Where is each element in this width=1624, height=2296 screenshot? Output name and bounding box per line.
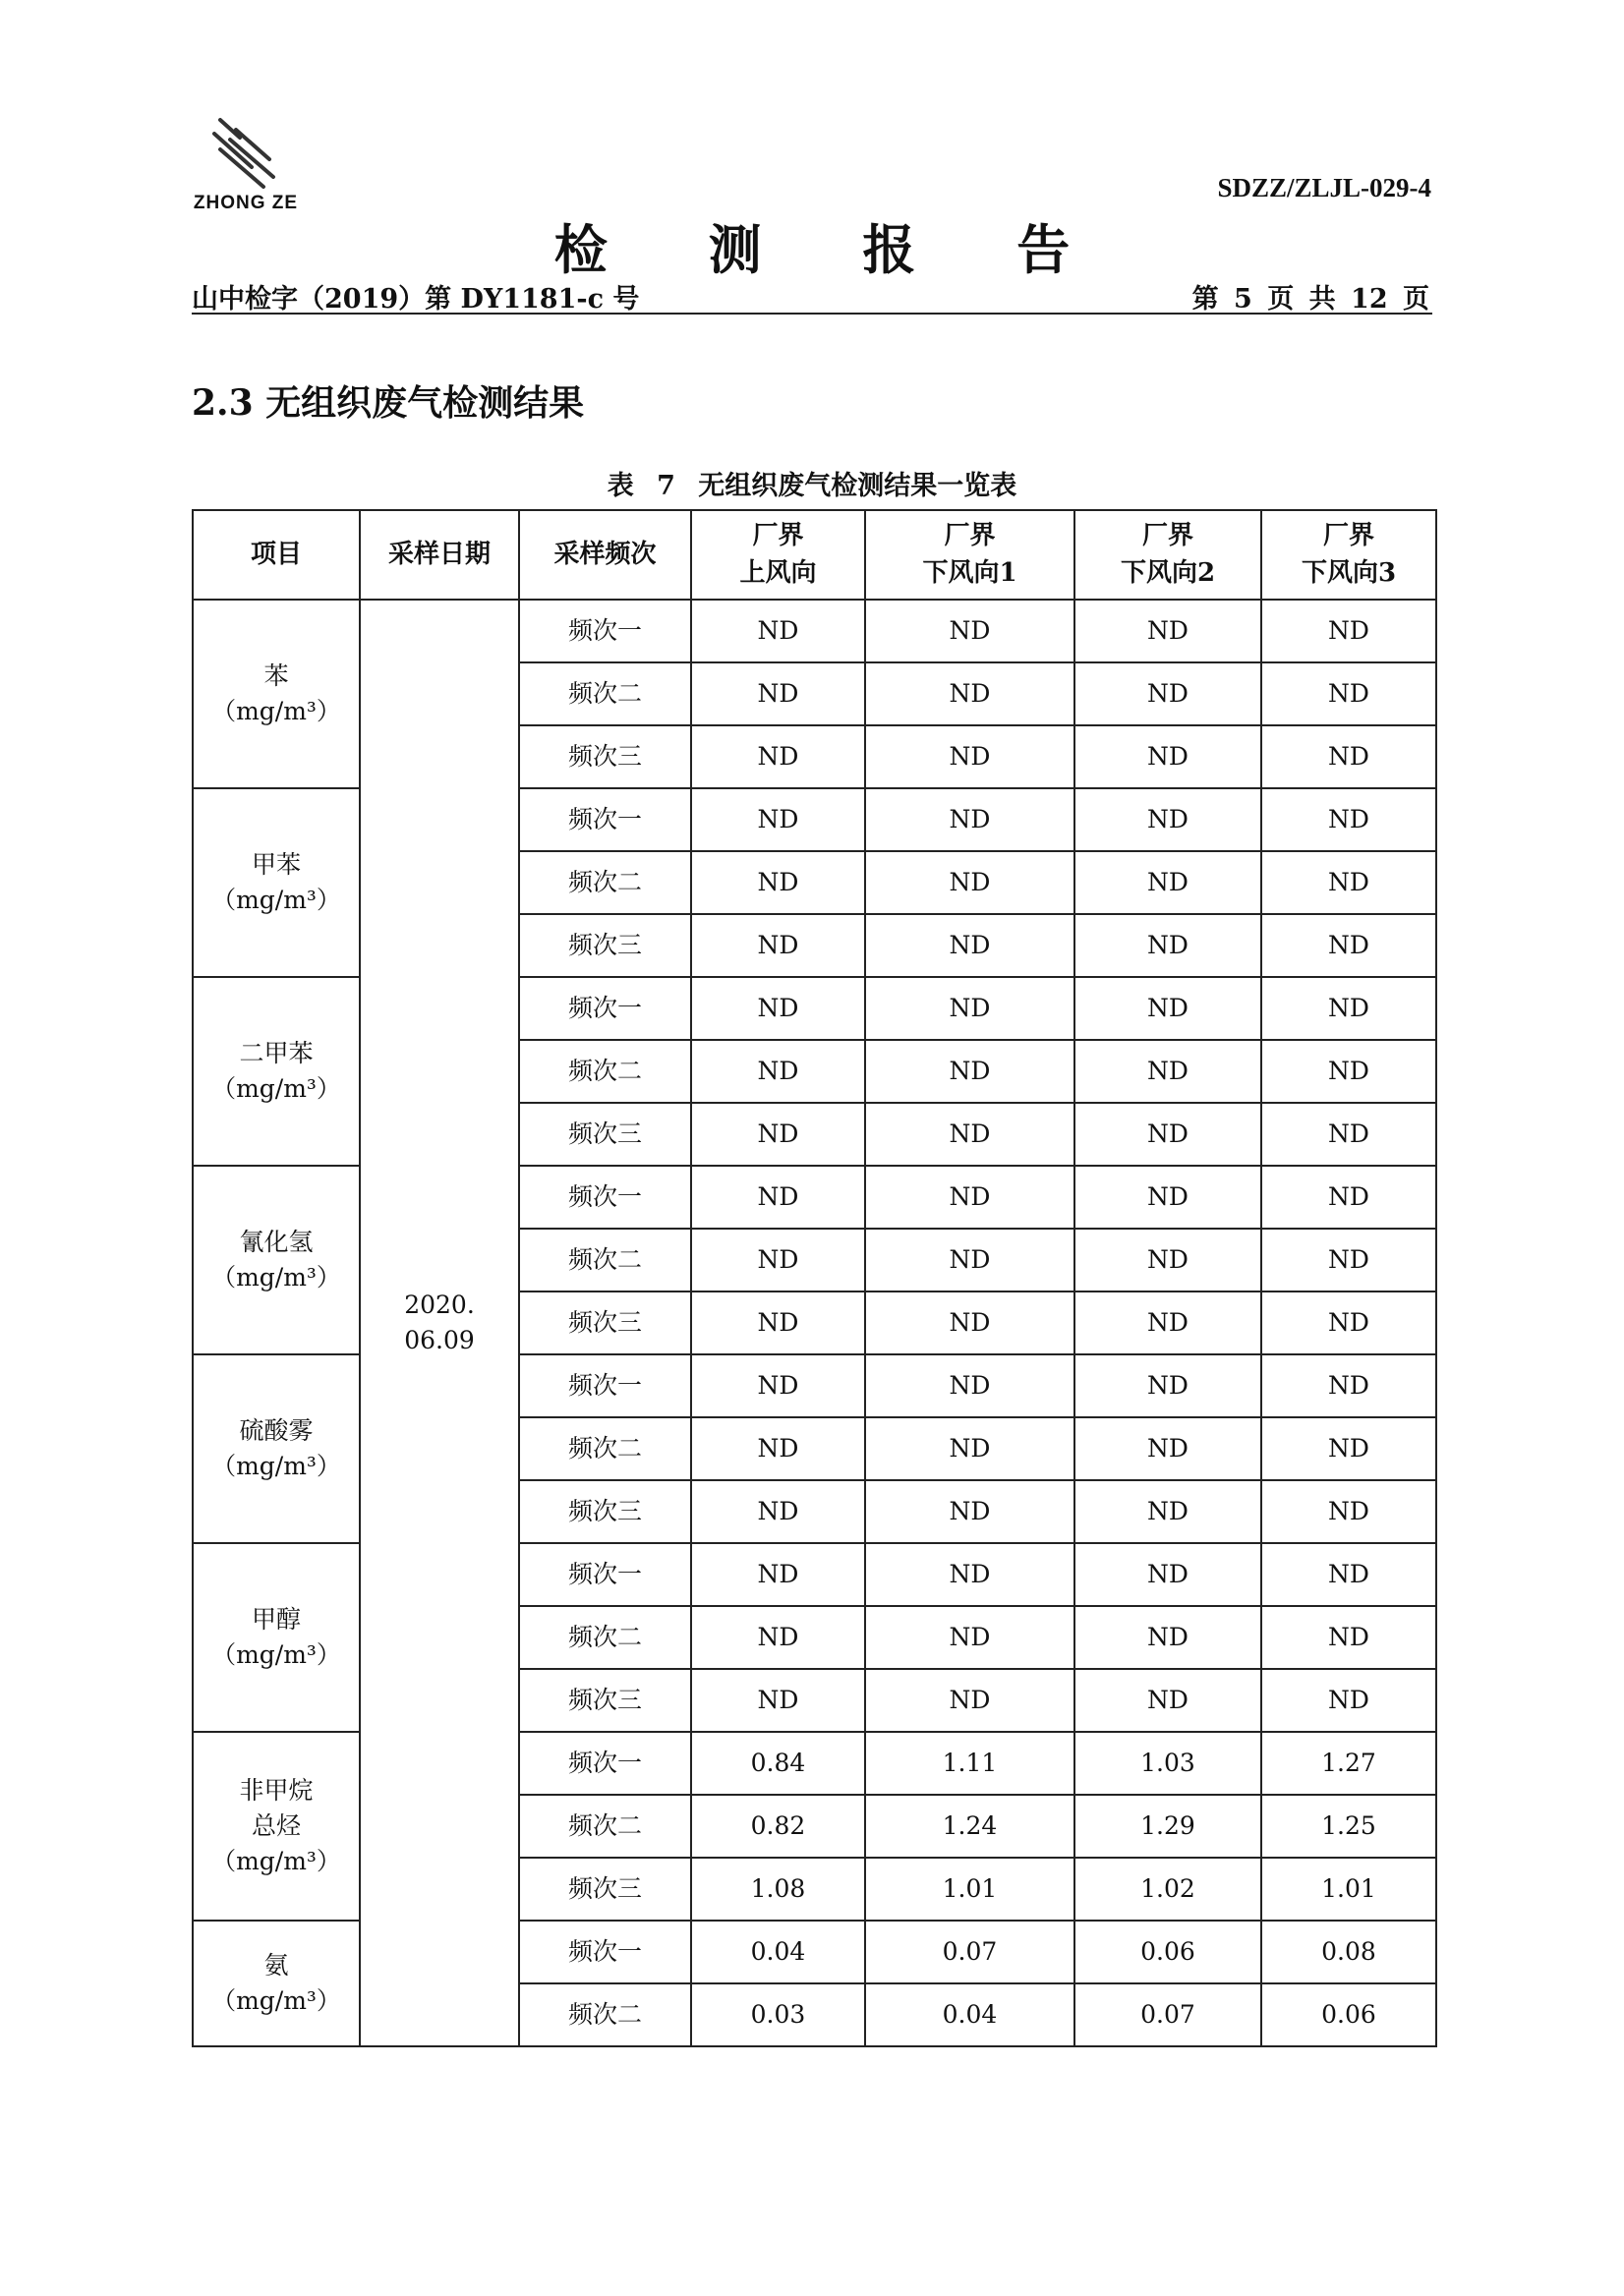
value-cell: ND <box>1074 1543 1261 1606</box>
table-row <box>193 600 1436 662</box>
value-cell: ND <box>1074 788 1261 851</box>
logo-text: ZHONG ZE <box>193 193 299 213</box>
value-cell: ND <box>691 914 865 977</box>
value-cell: ND <box>1261 851 1436 914</box>
value-cell: 0.07 <box>1074 1983 1261 2046</box>
sampling-date: 2020. 06.09 <box>360 600 519 2046</box>
pollutant-cell <box>193 1921 360 2046</box>
value-cell: ND <box>865 977 1074 1040</box>
company-logo <box>187 116 305 214</box>
header-point-upwind <box>691 510 865 600</box>
value-cell: ND <box>865 1166 1074 1229</box>
pollutant-cell <box>193 788 360 977</box>
value-cell: ND <box>865 1229 1074 1292</box>
value-cell: 0.84 <box>691 1732 865 1795</box>
value-cell: ND <box>1261 1040 1436 1103</box>
header-point-line1: 厂界 <box>1322 520 1374 550</box>
header-point-downwind-3 <box>1261 510 1436 600</box>
pollutant-name: 甲苯 <box>251 849 301 879</box>
value-cell: ND <box>1261 1292 1436 1354</box>
value-cell: ND <box>691 977 865 1040</box>
pollutant-unit: （mg/m³） <box>211 1452 341 1480</box>
table-header-row <box>193 510 1436 600</box>
frequency-cell: 频次二 <box>519 1795 691 1858</box>
value-cell: ND <box>691 788 865 851</box>
pollutant-unit: （mg/m³） <box>211 1074 341 1103</box>
frequency-cell: 频次三 <box>519 1292 691 1354</box>
report-number: 山中检字（2019）第 DY1181-c 号 <box>192 284 640 315</box>
frequency-cell: 频次一 <box>519 788 691 851</box>
frequency-cell: 频次二 <box>519 662 691 725</box>
value-cell: ND <box>691 1166 865 1229</box>
value-cell: ND <box>691 662 865 725</box>
value-cell: ND <box>691 1292 865 1354</box>
value-cell: ND <box>1261 1229 1436 1292</box>
value-cell: 1.11 <box>865 1732 1074 1795</box>
frequency-cell: 频次一 <box>519 1166 691 1229</box>
value-cell: ND <box>1074 1354 1261 1417</box>
value-cell: ND <box>691 1669 865 1732</box>
value-cell: 0.04 <box>865 1983 1074 2046</box>
value-cell: ND <box>1261 600 1436 662</box>
pollutant-cell <box>193 600 360 788</box>
table-caption: 表 7 无组织废气检测结果一览表 <box>607 471 1017 501</box>
value-cell: ND <box>691 1480 865 1543</box>
frequency-cell: 频次一 <box>519 1354 691 1417</box>
pollutant-unit: （mg/m³） <box>211 1640 341 1669</box>
value-cell: 1.01 <box>865 1858 1074 1921</box>
header-date: 采样日期 <box>360 510 519 600</box>
frequency-cell: 频次三 <box>519 725 691 788</box>
section-title: 2.3 无组织废气检测结果 <box>192 382 585 424</box>
header-divider <box>192 313 1432 315</box>
pollutant-unit: （mg/m³） <box>211 886 341 914</box>
results-table-body <box>193 600 1436 2046</box>
frequency-cell: 频次一 <box>519 600 691 662</box>
pollutant-cell <box>193 1732 360 1921</box>
value-cell: 1.01 <box>1261 1858 1436 1921</box>
logo-stripes-icon <box>206 116 285 191</box>
value-cell: ND <box>865 1417 1074 1480</box>
frequency-cell: 频次三 <box>519 914 691 977</box>
header-point-line1: 厂界 <box>1141 520 1193 550</box>
header-point-line1: 厂界 <box>944 520 996 550</box>
value-cell: ND <box>865 1669 1074 1732</box>
frequency-cell: 频次三 <box>519 1103 691 1166</box>
header-point-downwind-2 <box>1074 510 1261 600</box>
value-cell: 1.24 <box>865 1795 1074 1858</box>
pollutant-cell <box>193 977 360 1166</box>
frequency-cell: 频次二 <box>519 1983 691 2046</box>
value-cell: ND <box>1261 1166 1436 1229</box>
value-cell: ND <box>865 851 1074 914</box>
value-cell: ND <box>865 1292 1074 1354</box>
value-cell: ND <box>1261 788 1436 851</box>
value-cell: ND <box>1074 1103 1261 1166</box>
value-cell: ND <box>865 1606 1074 1669</box>
value-cell: ND <box>1074 1606 1261 1669</box>
value-cell: ND <box>691 600 865 662</box>
value-cell: ND <box>1074 1417 1261 1480</box>
results-table <box>192 509 1437 2047</box>
value-cell: ND <box>1074 1480 1261 1543</box>
value-cell: 0.82 <box>691 1795 865 1858</box>
value-cell: ND <box>1074 1669 1261 1732</box>
value-cell: ND <box>1261 1417 1436 1480</box>
value-cell: ND <box>691 1103 865 1166</box>
value-cell: 0.08 <box>1261 1921 1436 1983</box>
value-cell: ND <box>691 851 865 914</box>
value-cell: ND <box>1261 1606 1436 1669</box>
value-cell: ND <box>1074 1229 1261 1292</box>
value-cell: ND <box>1074 851 1261 914</box>
value-cell: ND <box>1074 600 1261 662</box>
page-title: 检 测 报 告 <box>553 218 1112 281</box>
value-cell: 0.04 <box>691 1921 865 1983</box>
frequency-cell: 频次二 <box>519 1606 691 1669</box>
frequency-cell: 频次一 <box>519 1732 691 1795</box>
header-frequency: 采样频次 <box>519 510 691 600</box>
pollutant-name: 苯 <box>263 660 289 690</box>
pollutant-name: 甲醇 <box>251 1604 301 1634</box>
value-cell: ND <box>1074 662 1261 725</box>
pollutant-unit: （mg/m³） <box>211 1263 341 1292</box>
value-cell: ND <box>865 600 1074 662</box>
value-cell: ND <box>1261 1480 1436 1543</box>
value-cell: ND <box>691 1040 865 1103</box>
document-code: SDZZ/ZLJL-029-4 <box>1217 173 1431 202</box>
frequency-cell: 频次二 <box>519 851 691 914</box>
pollutant-cell <box>193 1166 360 1354</box>
value-cell: ND <box>865 788 1074 851</box>
frequency-cell: 频次二 <box>519 1417 691 1480</box>
header-point-line2: 下风向2 <box>1120 557 1216 588</box>
frequency-cell: 频次二 <box>519 1040 691 1103</box>
value-cell: 1.08 <box>691 1858 865 1921</box>
value-cell: ND <box>691 1606 865 1669</box>
value-cell: ND <box>1074 914 1261 977</box>
value-cell: 1.29 <box>1074 1795 1261 1858</box>
header-point-line2: 下风向3 <box>1301 557 1397 588</box>
value-cell: ND <box>1261 1103 1436 1166</box>
pollutant-name: 二甲苯 <box>239 1038 314 1067</box>
pollutant-name: 氰化氢 <box>239 1227 314 1256</box>
frequency-cell: 频次三 <box>519 1480 691 1543</box>
value-cell: ND <box>1261 725 1436 788</box>
value-cell: ND <box>1261 977 1436 1040</box>
value-cell: ND <box>1261 662 1436 725</box>
value-cell: ND <box>1074 1292 1261 1354</box>
value-cell: ND <box>691 1354 865 1417</box>
value-cell: ND <box>865 1354 1074 1417</box>
value-cell: ND <box>865 1480 1074 1543</box>
frequency-cell: 频次一 <box>519 1921 691 1983</box>
value-cell: ND <box>1261 1669 1436 1732</box>
header-point-line2: 下风向1 <box>922 557 1017 588</box>
value-cell: 1.02 <box>1074 1858 1261 1921</box>
frequency-cell: 频次三 <box>519 1858 691 1921</box>
pollutant-cell <box>193 1354 360 1543</box>
value-cell: ND <box>691 1417 865 1480</box>
value-cell: ND <box>865 1103 1074 1166</box>
value-cell: ND <box>691 1543 865 1606</box>
value-cell: ND <box>691 725 865 788</box>
value-cell: ND <box>1074 725 1261 788</box>
page-number: 第 5 页 共 12 页 <box>1191 284 1429 315</box>
frequency-cell: 频次一 <box>519 1543 691 1606</box>
pollutant-unit: （mg/m³） <box>211 1986 341 2015</box>
value-cell: 1.27 <box>1261 1732 1436 1795</box>
value-cell: 0.06 <box>1261 1983 1436 2046</box>
pollutant-cell <box>193 1543 360 1732</box>
value-cell: ND <box>865 1040 1074 1103</box>
value-cell: 0.06 <box>1074 1921 1261 1983</box>
value-cell: ND <box>1261 1354 1436 1417</box>
value-cell: ND <box>1074 1166 1261 1229</box>
header-point-downwind-1 <box>865 510 1074 600</box>
frequency-cell: 频次一 <box>519 977 691 1040</box>
value-cell: ND <box>1074 977 1261 1040</box>
pollutant-unit: （mg/m³） <box>211 697 341 725</box>
value-cell: ND <box>691 1229 865 1292</box>
value-cell: ND <box>1074 1040 1261 1103</box>
pollutant-name: 氨 <box>263 1950 289 1980</box>
value-cell: ND <box>865 914 1074 977</box>
pollutant-name: 硫酸雾 <box>239 1415 314 1445</box>
value-cell: ND <box>865 725 1074 788</box>
value-cell: ND <box>1261 1543 1436 1606</box>
value-cell: 0.07 <box>865 1921 1074 1983</box>
value-cell: ND <box>1261 914 1436 977</box>
frequency-cell: 频次三 <box>519 1669 691 1732</box>
value-cell: ND <box>865 1543 1074 1606</box>
pollutant-unit: （mg/m³） <box>211 1847 341 1876</box>
value-cell: 1.03 <box>1074 1732 1261 1795</box>
header-point-line2: 上风向 <box>739 557 817 588</box>
value-cell: ND <box>865 662 1074 725</box>
frequency-cell: 频次二 <box>519 1229 691 1292</box>
pollutant-name: 非甲烷 总烃 <box>239 1775 314 1840</box>
header-item: 项目 <box>193 510 360 600</box>
header-point-line1: 厂界 <box>752 520 804 550</box>
value-cell: 1.25 <box>1261 1795 1436 1858</box>
value-cell: 0.03 <box>691 1983 865 2046</box>
